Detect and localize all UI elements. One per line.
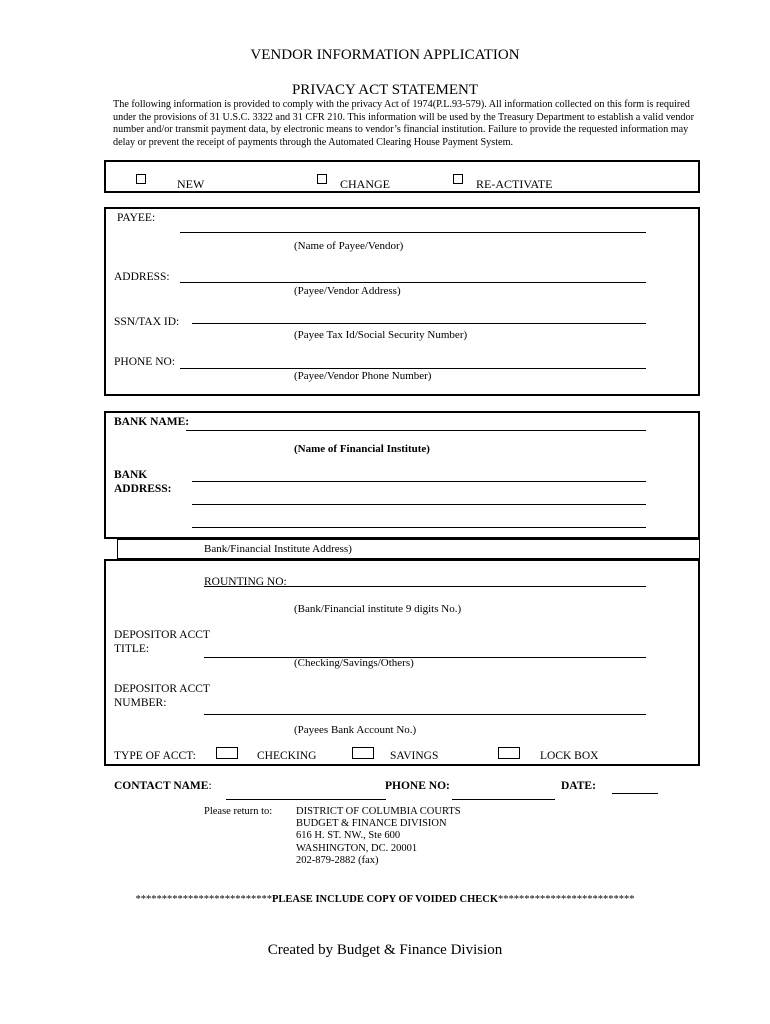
phone-hint: (Payee/Vendor Phone Number) <box>294 370 432 382</box>
phone-line[interactable] <box>180 368 646 369</box>
footer-text: Created by Budget & Finance Division <box>267 942 503 958</box>
savings-checkbox[interactable] <box>352 747 374 759</box>
reactivate-checkbox[interactable] <box>453 174 463 184</box>
phone-label: PHONE NO: <box>114 356 176 368</box>
checking-checkbox[interactable] <box>216 747 238 759</box>
ssn-line[interactable] <box>192 323 646 324</box>
acct-title-line[interactable] <box>204 657 646 658</box>
acct-title-label-2: TITLE: <box>114 643 150 655</box>
savings-label: SAVINGS <box>390 750 439 762</box>
bank-name-line[interactable] <box>186 430 646 431</box>
payee-name-hint: (Name of Payee/Vendor) <box>294 240 404 252</box>
bank-address-label-2: ADDRESS: <box>114 483 172 495</box>
contact-phone-line[interactable] <box>452 799 555 800</box>
bank-address-label-1: BANK <box>114 469 148 481</box>
change-label: CHANGE <box>340 177 390 191</box>
acct-number-hint: (Payees Bank Account No.) <box>294 724 417 736</box>
date-line[interactable] <box>612 793 658 794</box>
payee-address-line[interactable] <box>180 282 646 283</box>
return-address-line: 616 H. ST. NW., Ste 600 <box>296 830 401 842</box>
contact-phone-label: PHONE NO: <box>385 780 450 792</box>
payee-name-line[interactable] <box>180 232 646 233</box>
address-label: ADDRESS: <box>114 271 170 283</box>
contact-name-text: CONTACT NAME <box>114 780 209 792</box>
contact-name-colon: : <box>208 780 212 792</box>
acct-type-label: TYPE OF ACCT: <box>114 750 196 762</box>
acct-number-label-2: NUMBER: <box>114 697 167 709</box>
lockbox-checkbox[interactable] <box>498 747 520 759</box>
payee-address-hint: (Payee/Vendor Address) <box>294 285 401 297</box>
contact-name-label <box>114 780 212 792</box>
contact-name-line[interactable] <box>226 799 386 800</box>
return-address-line: BUDGET & FINANCE DIVISION <box>296 818 447 830</box>
new-label: NEW <box>177 177 205 191</box>
return-address-line: WASHINGTON, DC. 20001 <box>296 842 418 854</box>
bank-name-label: BANK NAME: <box>114 416 190 428</box>
bank-address-line-1[interactable] <box>192 481 646 482</box>
return-label: Please return to: <box>204 806 273 817</box>
new-checkbox[interactable] <box>136 174 146 184</box>
reactivate-label: RE-ACTIVATE <box>476 177 553 191</box>
change-checkbox[interactable] <box>317 174 327 184</box>
acct-title-hint: (Checking/Savings/Others) <box>294 657 414 669</box>
notice-stars-left: ************************** <box>135 894 272 905</box>
checking-label: CHECKING <box>257 750 317 762</box>
privacy-heading: PRIVACY ACT STATEMENT <box>291 82 479 98</box>
ssn-hint: (Payee Tax Id/Social Security Number) <box>294 329 468 341</box>
routing-hint: (Bank/Financial institute 9 digits No.) <box>294 603 462 615</box>
bank-address-hint: Bank/Financial Institute Address) <box>204 543 352 555</box>
privacy-statement: The following information is provided to comply with the privacy Act of 1974(P.L.93-579). All information collected on this form is required under the provisions of 31 U.S.C. 3322 and 31 CFR 210. This information will be used by the Treasury Department to establish a valid vendor number and/or transmit payment data, by electronic means to vendor’s financial institution. Failure to provide the requested information may delay or prevent the receipt of payments through the Automated Clearing House Payment System. <box>113 99 695 148</box>
voided-check-notice <box>0 894 770 905</box>
acct-title-label-1: DEPOSITOR ACCT <box>114 629 210 641</box>
notice-stars-right: ************************** <box>498 894 635 905</box>
bank-address-line-3[interactable] <box>192 527 646 528</box>
lockbox-label: LOCK BOX <box>540 750 599 762</box>
acct-number-line[interactable] <box>204 714 646 715</box>
routing-line[interactable] <box>204 586 646 587</box>
routing-label: ROUNTING NO: <box>204 576 287 588</box>
payee-label: PAYEE: <box>117 212 156 224</box>
date-label: DATE: <box>561 780 596 792</box>
bank-address-line-2[interactable] <box>192 504 646 505</box>
bank-name-hint: (Name of Financial Institute) <box>294 443 430 455</box>
ssn-label: SSN/TAX ID: <box>114 316 180 328</box>
return-address <box>296 806 461 867</box>
form-title: VENDOR INFORMATION APPLICATION <box>250 47 520 63</box>
acct-number-label-1: DEPOSITOR ACCT <box>114 683 210 695</box>
notice-text: PLEASE INCLUDE COPY OF VOIDED CHECK <box>271 894 499 905</box>
return-address-line: 202-879-2882 (fax) <box>296 854 379 866</box>
return-address-line: DISTRICT OF COLUMBIA COURTS <box>296 806 461 817</box>
